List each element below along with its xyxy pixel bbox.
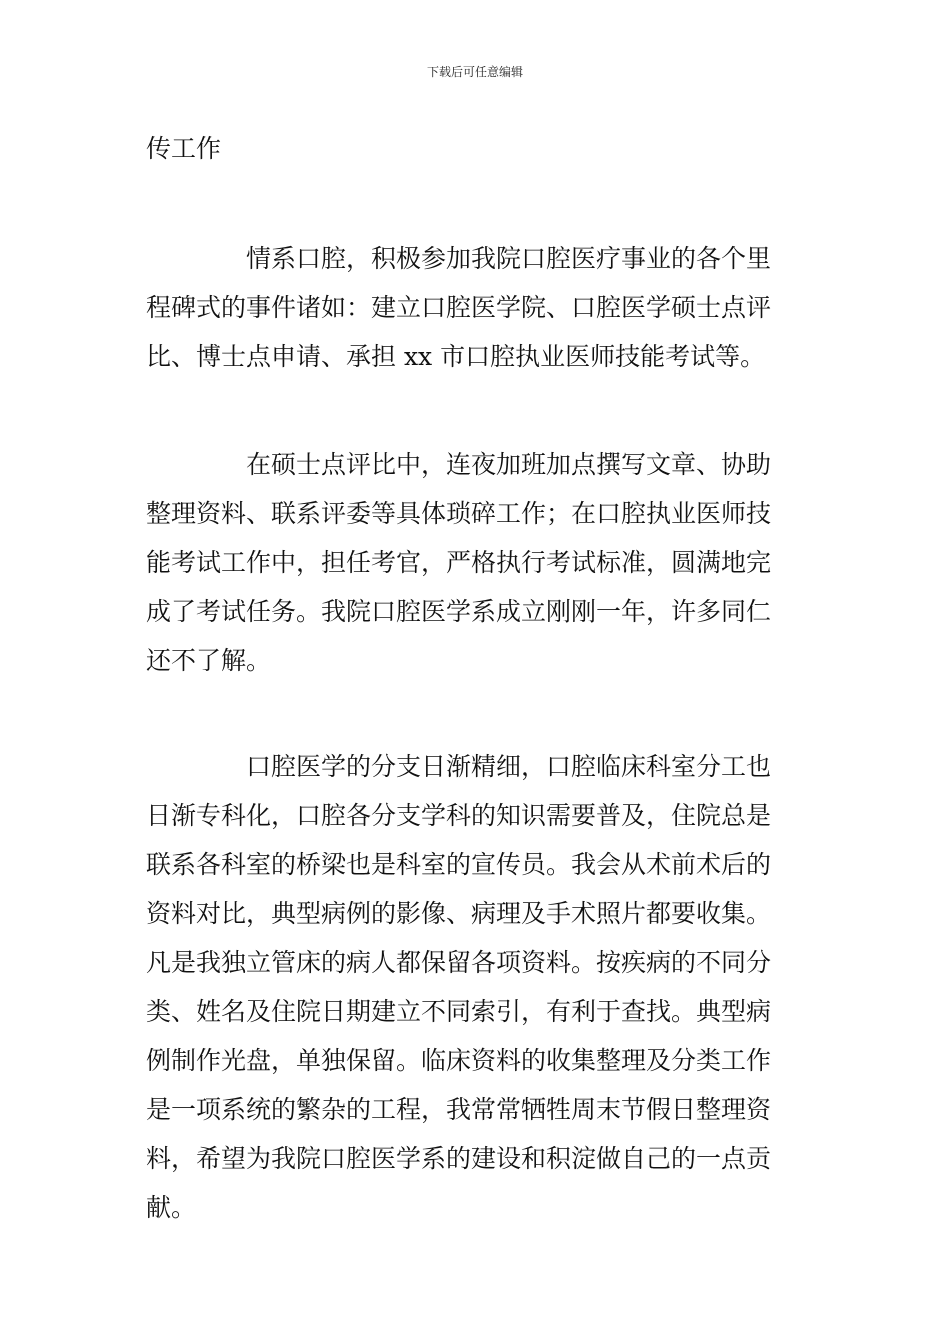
- paragraph-line: 日渐专科化，口腔各分支学科的知识需要普及，住院总是: [146, 801, 772, 830]
- paragraph-2: [146, 440, 808, 685]
- paragraph-line: 料，希望为我院口腔医学系的建设和积淀做自己的一点贡: [146, 1144, 772, 1173]
- paragraph-line: 还不了解。: [146, 646, 272, 675]
- paragraph-line: 资料对比，典型病例的影像、病理及手术照片都要收集。: [146, 899, 772, 928]
- paragraph-line: 口腔医学的分支日渐精细，口腔临床科室分工也: [246, 752, 772, 781]
- paragraph-line: 在硕士点评比中，连夜加班加点撰写文章、协助: [246, 450, 772, 479]
- paragraph-line: 凡是我独立管床的病人都保留各项资料。按疾病的不同分: [146, 948, 772, 977]
- carry-over-line: 传工作: [146, 134, 222, 163]
- paragraph-line: 情系口腔，积极参加我院口腔医疗事业的各个里: [246, 244, 772, 273]
- paragraph-line: 成了考试任务。我院口腔医学系成立刚刚一年，许多同仁: [146, 597, 772, 626]
- paragraph-line: 类、姓名及住院日期建立不同索引，有利于查找。典型病: [146, 997, 772, 1026]
- paragraph-line: 是一项系统的繁杂的工程，我常常牺牲周末节假日整理资: [146, 1095, 772, 1124]
- paragraph-line: 程碑式的事件诸如：建立口腔医学院、口腔医学硕士点评: [146, 293, 772, 322]
- paragraph-line: 联系各科室的桥梁也是科室的宣传员。我会从术前术后的: [146, 850, 772, 879]
- paragraph-line: 整理资料、联系评委等具体琐碎工作；在口腔执业医师技: [146, 499, 772, 528]
- page-header: 下载后可任意编辑: [426, 65, 523, 79]
- paragraph-line: 献。: [146, 1193, 197, 1222]
- paragraph-line: 例制作光盘，单独保留。临床资料的收集整理及分类工作: [146, 1046, 772, 1075]
- paragraph-1: [146, 234, 808, 381]
- document-body: [146, 124, 808, 1232]
- paragraph-line: 比、博士点申请、承担 xx 市口腔执业医师技能考试等。: [146, 342, 766, 371]
- paragraph-3: [146, 742, 808, 1232]
- paragraph-line: 能考试工作中，担任考官，严格执行考试标准，圆满地完: [146, 548, 772, 577]
